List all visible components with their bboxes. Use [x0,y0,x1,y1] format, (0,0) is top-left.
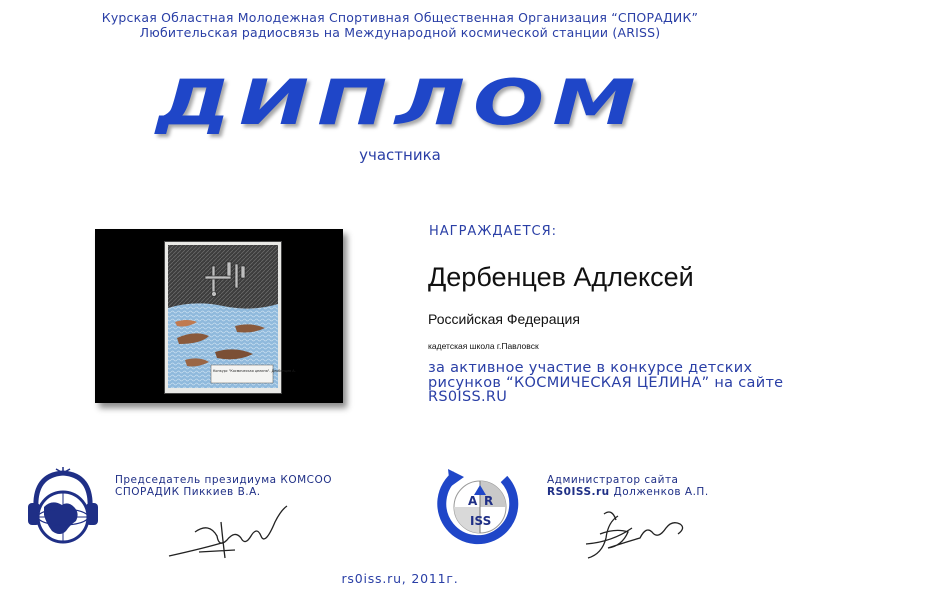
footer-text: rs0iss.ru, 2011г. [341,571,459,586]
ariss-letter-a: A [468,494,478,508]
right-signatory-name: Долженков А.П. [613,486,709,498]
diploma-subtitle: участника [359,146,441,164]
artwork-photo [95,229,343,403]
recipient-name: Дербенцев Адлексей [428,262,694,292]
ariss-letters-iss: ISS [470,514,492,528]
award-reason: за активное участие в конкурсе детских рисунков “КОСМИЧЕСКАЯ ЦЕЛИНА” на сайте RS0ISS.RU [428,360,784,405]
recipient-country: Российская Федерация [428,311,580,327]
recipient-school: кадетская школа г.Павловск [428,341,539,351]
awarded-label: НАГРАЖДАЕТСЯ: [429,224,558,239]
ariss-letter-r: R [484,494,494,508]
left-signatory-title: Председатель президиума КОМСОО СПОРАДИК Пиккиев В.А. [115,474,333,498]
ariss-logo [434,465,524,549]
right-signatory-site: RS0ISS.ru [547,486,610,498]
right-signatory-title [547,474,787,498]
space-drawing [164,241,296,394]
right-signatory-role: Администратор сайта [547,474,679,486]
left-signature [165,502,295,564]
right-signature [582,498,692,566]
program-name: Любительская радиосвязь на Международной космической станции (ARISS) [139,25,661,40]
diploma-title: ДИПЛОМ [156,66,644,139]
artwork-caption: Конкурс "Космическая целина". Дербенцев А. [213,369,296,373]
organization-name: Курская Областная Молодежная Спортивная Общественная Организация “СПОРАДИК” [101,10,699,25]
globe-headphones-logo [22,465,104,555]
